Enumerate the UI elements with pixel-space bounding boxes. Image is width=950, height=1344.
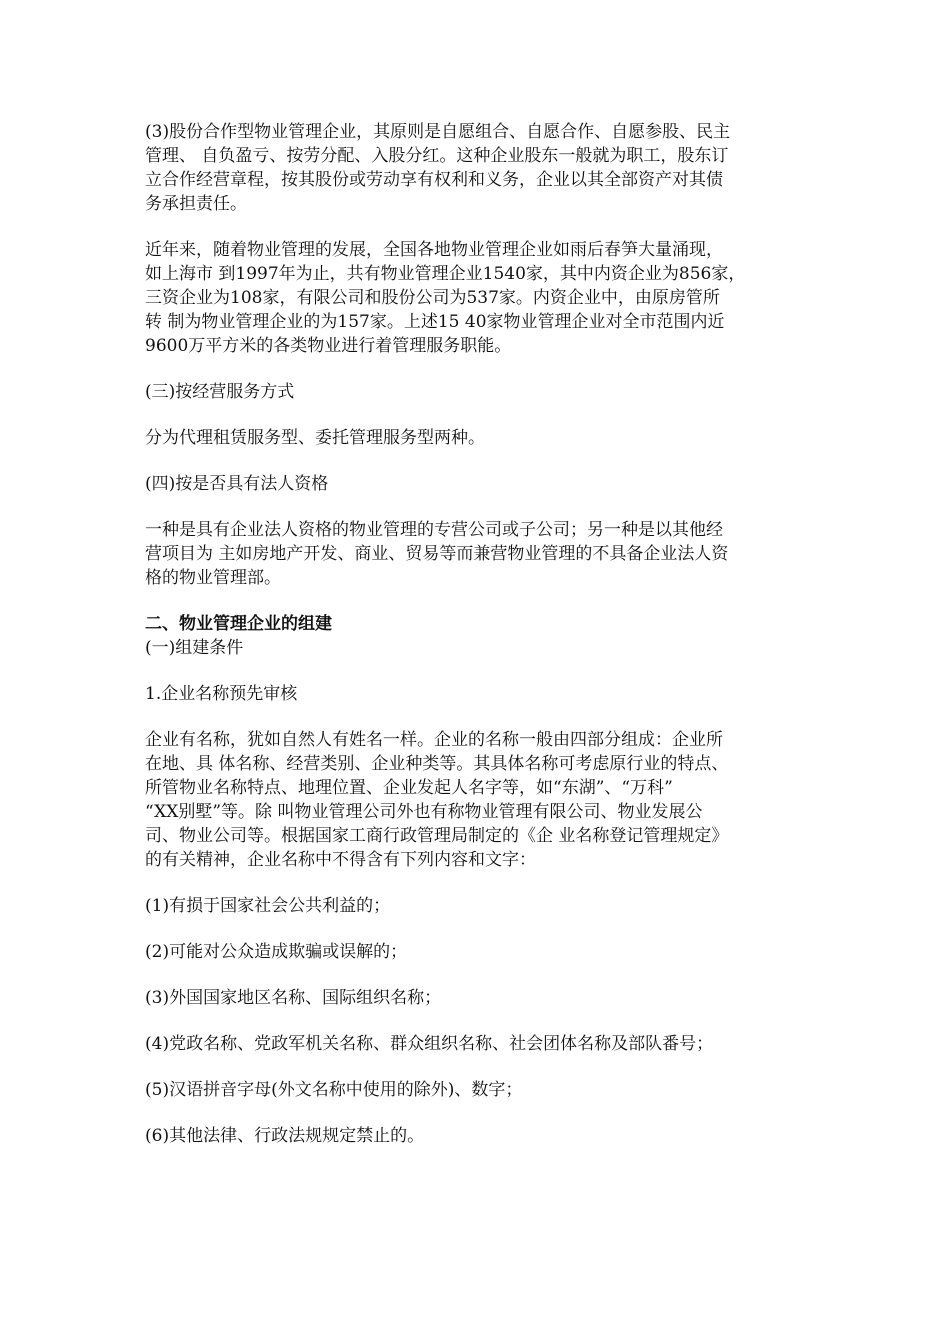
section-heading: 二、物业管理企业的组建 — [145, 614, 332, 634]
paragraph-shanghai-stats — [145, 238, 815, 358]
list-item: (2)可能对公众造成欺骗或误解的； — [145, 942, 408, 962]
text-line: 一种是具有企业法人资格的物业管理的专营公司或子公司；另一种是以其他经 — [145, 520, 723, 540]
text-line: 在地、具 体名称、经营类别、企业种类等。其具体名称可考虑原行业的特点、 — [145, 754, 729, 774]
document-page — [145, 120, 815, 1170]
text-line: 立合作经营章程，按其股份或劳动享有权利和义务，企业以其全部资产对其债 — [145, 170, 723, 190]
text-line: 所管物业名称特点、地理位置、企业发起人名字等，如“东湖”、“万科” — [145, 778, 673, 798]
text-line: 如上海市 到1997年为止，共有物业管理企业1540家，其中内资企业为856家， — [145, 264, 746, 284]
text-line: 管理、 自负盈亏、按劳分配、入股分红。这种企业股东一般就为职工，股东订 — [145, 146, 729, 166]
subheading-legal-person: (四)按是否具有法人资格 — [145, 474, 329, 494]
text-line: 的有关精神，企业名称中不得含有下列内容和文字： — [145, 850, 536, 870]
text-line: 务承担责任。 — [145, 194, 247, 214]
list-item: (5)汉语拼音字母(外文名称中使用的除外)、数字； — [145, 1080, 523, 1100]
paragraph-legal-person-types — [145, 518, 815, 590]
text-line: 司、物业公司等。根据国家工商行政管理局制定的《企 业名称登记管理规定》 — [145, 826, 729, 846]
text-line: (3)股份合作型物业管理企业，其原则是自愿组合、自愿合作、自愿参股、民主 — [145, 122, 731, 142]
text-line: 近年来，随着物业管理的发展，全国各地物业管理企业如雨后春笋大量涌现， — [145, 240, 723, 260]
subheading-conditions: (一)组建条件 — [145, 638, 244, 658]
paragraph-enterprise-name — [145, 728, 815, 872]
item-name-precheck: 1.企业名称预先审核 — [145, 684, 298, 704]
list-item: (4)党政名称、党政军机关名称、群众组织名称、社会团体名称及部队番号； — [145, 1034, 714, 1054]
list-item: (3)外国国家地区名称、国际组织名称； — [145, 988, 442, 1008]
list-item: (1)有损于国家社会公共利益的； — [145, 896, 391, 916]
text-line: 企业有名称，犹如自然人有姓名一样。企业的名称一般由四部分组成：企业所 — [145, 730, 723, 750]
paragraph-service-types: 分为代理租赁服务型、委托管理服务型两种。 — [145, 428, 485, 448]
list-item: (6)其他法律、行政法规规定禁止的。 — [145, 1126, 425, 1146]
text-line: “XX别墅”等。除 叫物业管理公司外也有称物业管理有限公司、物业发展公 — [145, 802, 703, 822]
text-line: 9600万平方米的各类物业进行着管理服务职能。 — [145, 336, 512, 356]
subheading-service-mode: (三)按经营服务方式 — [145, 382, 295, 402]
text-line: 营项目为 主如房地产开发、商业、贸易等而兼营物业管理的不具备企业法人资 — [145, 544, 729, 564]
text-line: 转 制为物业管理企业的为157家。上述15 40家物业管理企业对全市范围内近 — [145, 312, 725, 332]
text-line: 三资企业为108家，有限公司和股份公司为537家。内资企业中，由原房管所 — [145, 288, 720, 308]
paragraph-share-cooperative — [145, 120, 815, 216]
text-line: 格的物业管理部。 — [145, 568, 281, 588]
